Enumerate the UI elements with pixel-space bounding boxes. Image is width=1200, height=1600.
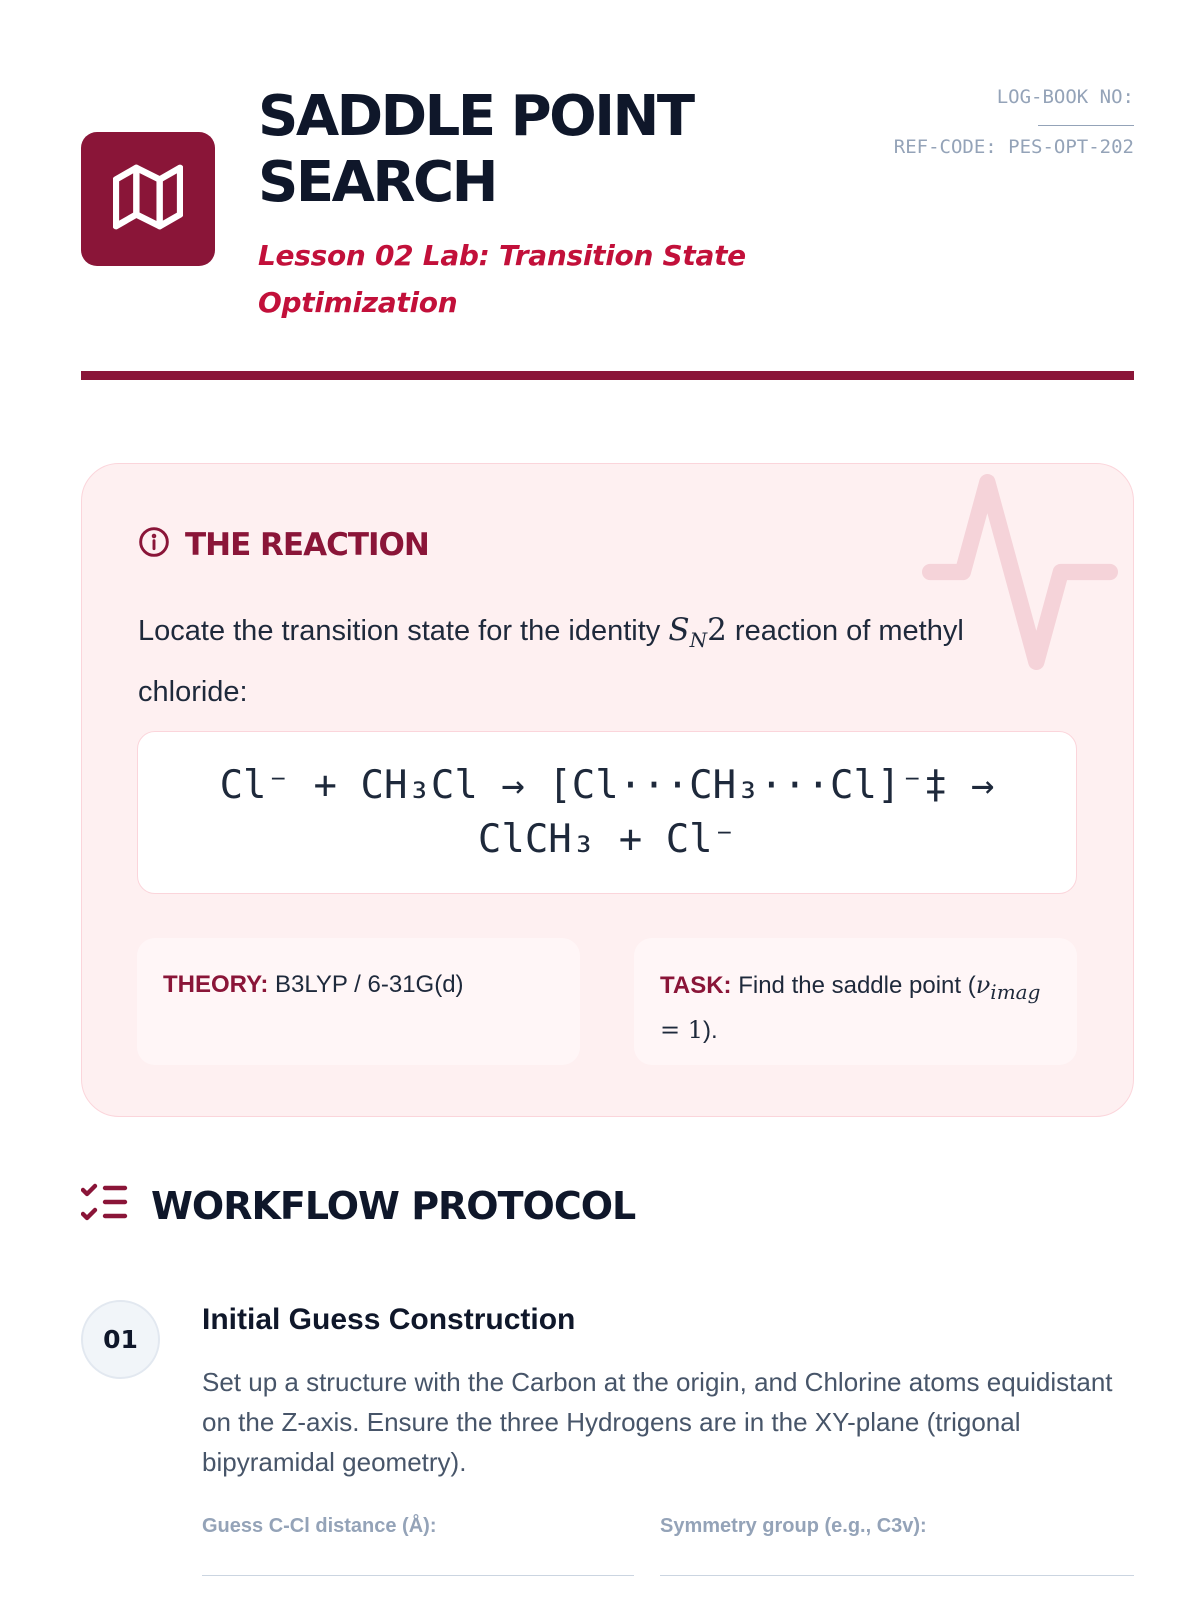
header-divider: [81, 371, 1134, 380]
page-header: [81, 84, 1134, 384]
reaction-card: [81, 463, 1134, 1117]
theory-label: THEORY:: [163, 971, 269, 998]
reaction-equation: Cl⁻ + CH₃Cl → [Cl···CH₃···Cl]⁻‡ → ClCH₃ + Cl⁻: [219, 762, 995, 862]
symmetry-group-label: Symmetry group (e.g., C3v):: [660, 1515, 927, 1537]
map-icon: [113, 162, 183, 237]
theory-value: B3LYP / 6-31G(d): [275, 971, 464, 998]
task-end: ).: [703, 1016, 718, 1044]
reaction-description: [138, 604, 1078, 718]
sn2-math: $S_N2$: [668, 612, 727, 653]
reaction-heading-text: THE REACTION: [185, 526, 429, 563]
logbook-label: LOG-BOOK NO:: [996, 86, 1134, 108]
logo-badge: [81, 132, 215, 266]
title-block: [258, 84, 818, 326]
nu-imag-math: $\nu_{imag} = 1$: [660, 971, 1041, 1044]
workflow-heading: [81, 1182, 635, 1229]
document-meta: [874, 84, 1134, 161]
workflow-heading-text: WORKFLOW PROTOCOL: [151, 1183, 636, 1228]
cc-distance-label: Guess C-Cl distance (Å):: [202, 1515, 437, 1537]
reaction-desc-before: Locate the transition state for the identity: [138, 615, 661, 647]
task-text: Find the saddle point (: [738, 972, 976, 999]
ref-code: REF-CODE: PES-OPT-202: [893, 136, 1134, 158]
symmetry-group-input-line[interactable]: [660, 1575, 1134, 1576]
cc-distance-input-line[interactable]: [202, 1575, 634, 1576]
reaction-equation-box: [137, 731, 1077, 894]
task-label: TASK:: [660, 972, 732, 999]
info-icon: [138, 526, 170, 563]
symmetry-group-field: [660, 1515, 1134, 1538]
step-number-badge: 01: [81, 1300, 160, 1379]
reaction-desc-after: reaction of methyl chloride:: [138, 615, 964, 709]
step-title: Initial Guess Construction: [202, 1303, 576, 1336]
page-subtitle: Lesson 02 Lab: Transition State Optimization: [258, 239, 746, 319]
task-box: [634, 938, 1077, 1065]
reaction-heading: [138, 526, 429, 563]
step-description: Set up a structure with the Carbon at the origin, and Chlorine atoms equidistant on the Z-axis. Ensure the three Hydrogens are in the XY-plane (trigonal bipyramidal geometry).: [202, 1367, 1113, 1477]
page-title: SADDLE POINT SEARCH: [258, 84, 693, 215]
cc-distance-field: [202, 1515, 634, 1538]
theory-box: [137, 938, 580, 1065]
checklist-icon: [81, 1182, 129, 1229]
logbook-entry-line[interactable]: [1038, 125, 1134, 126]
